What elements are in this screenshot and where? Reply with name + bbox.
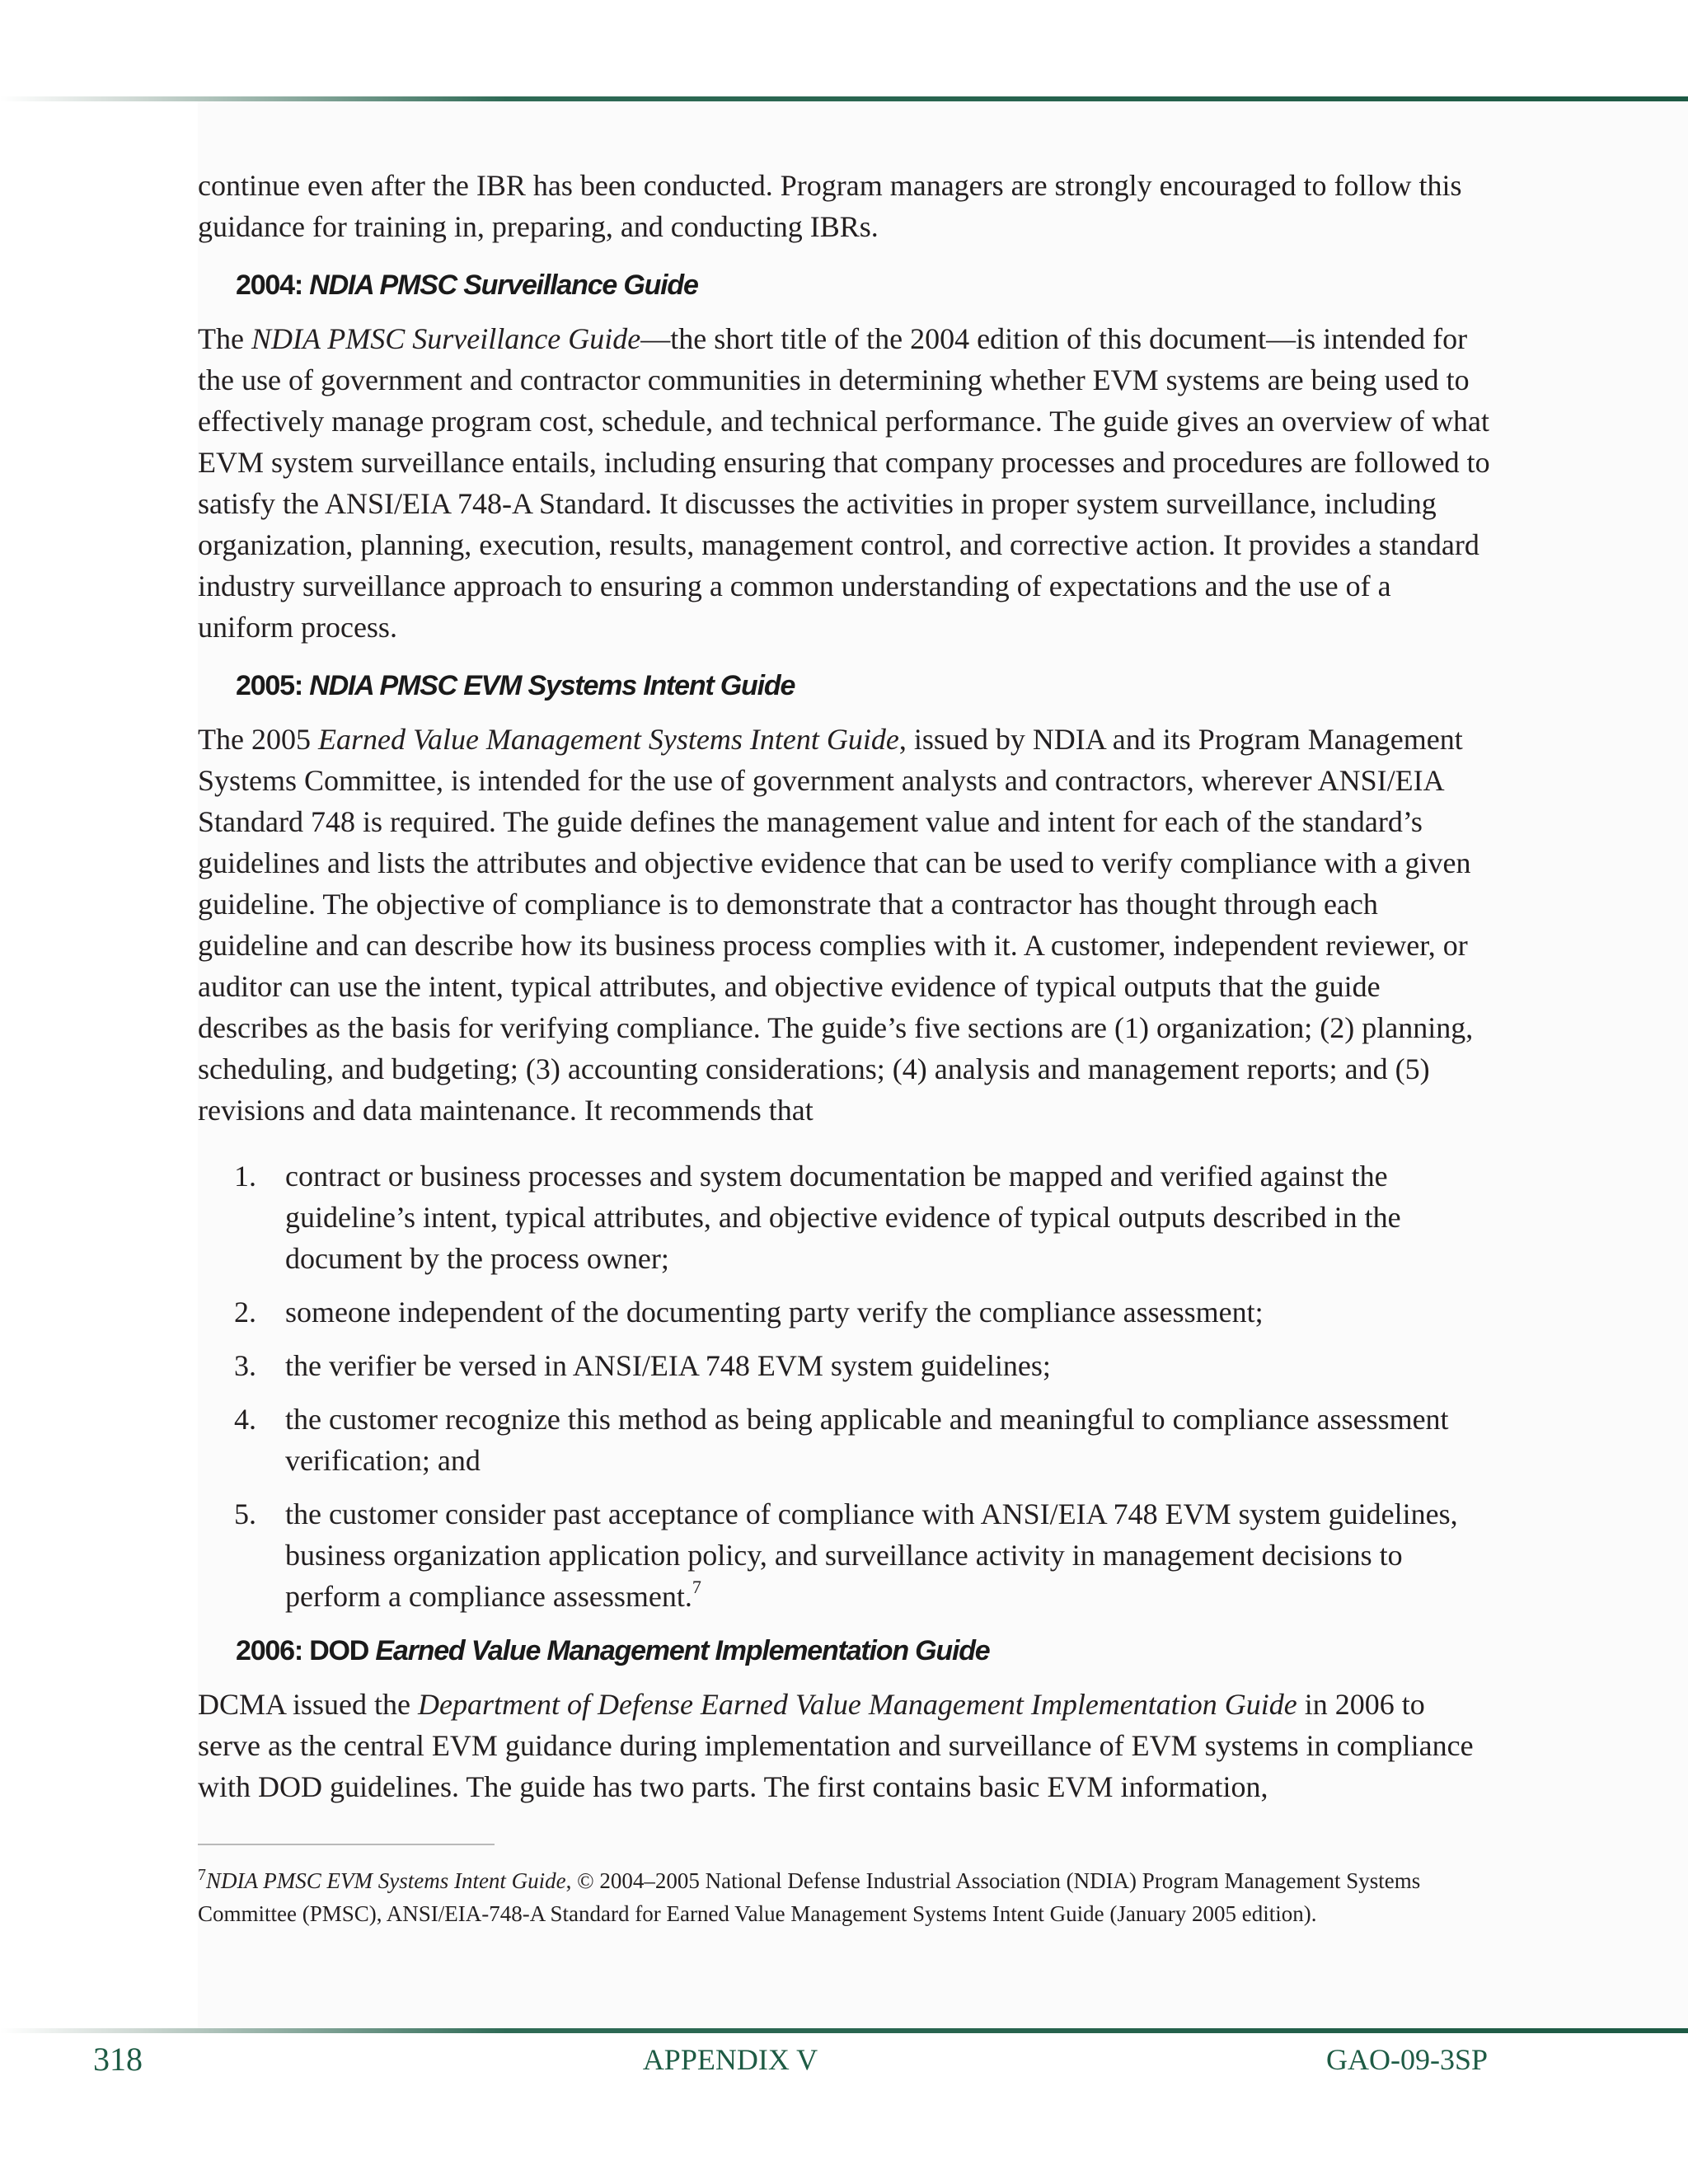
list-item xyxy=(198,1345,1493,1386)
text-run: , issued by NDIA and its Program Management Systems Committee, is intended for the use of government analysts and contractors, wherever ANSI/EIA Standard 748 is required. The guide defines the management value and intent for each of the standard’s guidelines and lists the attributes and objective evidence that can be used to verify compliance with a given guideline. The objective of compliance is to demonstrate that a contractor has thought through each guideline and can describe how its business process complies with it. A customer, independent reviewer, or auditor can use the intent, typical attributes, and objective evidence of typical outputs that the guide describes as the basis for verifying compliance. The guide’s five sections are (1) organization; (2) planning, scheduling, and budgeting; (3) accounting considerations; (4) analysis and management reports; and (5) revisions and data maintenance. It recommends that xyxy=(198,723,1474,1127)
list-text: the verifier be versed in ANSI/EIA 748 EVM system guidelines; xyxy=(285,1349,1051,1382)
text-run: —the short title of the 2004 edition of this document—is intended for the use of government and contractor communities in determining whether EVM systems are being used to effectively manage program cost, schedule, and technical performance. The guide gives an overview of what EVM system surveillance entails, including ensuring that company processes and procedures are followed to satisfy the ANSI/EIA 748-A Standard. It discusses the activities in proper system surveillance, including organization, planning, execution, results, management control, and corrective action. It provides a standard industry surveillance approach to ensuring a common understanding of expectations and the use of a uniform process. xyxy=(198,322,1490,644)
document-title: Earned Value Management Systems Intent Guide xyxy=(317,723,899,756)
bottom-rule xyxy=(0,2028,1688,2033)
heading-year: 2004: xyxy=(236,269,310,301)
list-item xyxy=(198,1291,1493,1333)
heading-year: 2006: DOD xyxy=(236,1635,376,1666)
text-run: The xyxy=(198,322,251,355)
list-number: 2. xyxy=(234,1296,256,1329)
footnote-reference[interactable]: 7 xyxy=(692,1577,701,1597)
list-number: 1. xyxy=(234,1160,256,1193)
heading-implementation-guide xyxy=(236,1629,1493,1672)
list-number: 3. xyxy=(234,1349,256,1382)
document-title: Department of Defense Earned Value Management Implementation Guide xyxy=(418,1688,1297,1721)
list-text: contract or business processes and system documentation be mapped and verified against the guideline’s intent, typical attributes, and objective evidence of typical outputs described in the document by the process owner; xyxy=(285,1160,1401,1275)
section-label: APPENDIX V xyxy=(642,2043,818,2076)
heading-title: NDIA PMSC EVM Systems Intent Guide xyxy=(309,670,795,701)
page-body xyxy=(198,165,1493,1824)
list-text: the customer consider past acceptance of compliance with ANSI/EIA 748 EVM system guidelines, business organization application policy, and surveillance activity in management decisions to perform a compliance assessment. xyxy=(285,1497,1458,1613)
list-number: 4. xyxy=(234,1403,256,1436)
list-item xyxy=(198,1399,1493,1481)
heading-surveillance-guide xyxy=(236,264,1493,307)
paragraph-intent-guide xyxy=(198,719,1493,1131)
heading-title: Earned Value Management Implementation Guide xyxy=(375,1635,990,1666)
page-number: 318 xyxy=(93,2041,143,2078)
text-run: in 2006 to serve as the central EVM guidance during implementation and surveillance of EVM systems in compliance with DOD guidelines. The guide has two parts. The first contains basic EVM information, xyxy=(198,1688,1474,1803)
text-run: DCMA issued the xyxy=(198,1688,419,1721)
footnote-divider xyxy=(198,1844,495,1845)
heading-intent-guide xyxy=(236,664,1493,707)
footnote-text: , © 2004–2005 National Defense Industrial Association (NDIA) Program Management Systems Committee (PMSC), ANSI/EIA-748-A Standard for Earned Value Management Systems Intent Guide (January 2005 edition). xyxy=(198,1868,1421,1926)
list-text: someone independent of the documenting party verify the compliance assessment; xyxy=(285,1296,1264,1329)
footnote xyxy=(198,1864,1484,1930)
list-item xyxy=(198,1493,1493,1617)
paragraph-ibr-continuation: continue even after the IBR has been conducted. Program managers are strongly encouraged to follow this guidance for training in, preparing, and conducting IBRs. xyxy=(198,169,1462,243)
report-id: GAO-09-3SP xyxy=(1325,2043,1488,2076)
footnote-mark: 7 xyxy=(198,1866,206,1884)
heading-year: 2005: xyxy=(236,670,310,701)
heading-title: NDIA PMSC Surveillance Guide xyxy=(309,269,698,301)
paragraph-implementation-guide xyxy=(198,1684,1493,1807)
text-run: The 2005 xyxy=(198,723,318,756)
paragraph-surveillance-guide xyxy=(198,318,1493,648)
document-title: NDIA PMSC Surveillance Guide xyxy=(251,322,641,355)
recommendation-list xyxy=(198,1155,1493,1617)
list-item xyxy=(198,1155,1493,1279)
list-text: the customer recognize this method as being applicable and meaningful to compliance assessment verification; and xyxy=(285,1403,1449,1477)
footnote-title: NDIA PMSC EVM Systems Intent Guide xyxy=(206,1868,566,1893)
list-number: 5. xyxy=(234,1497,256,1530)
